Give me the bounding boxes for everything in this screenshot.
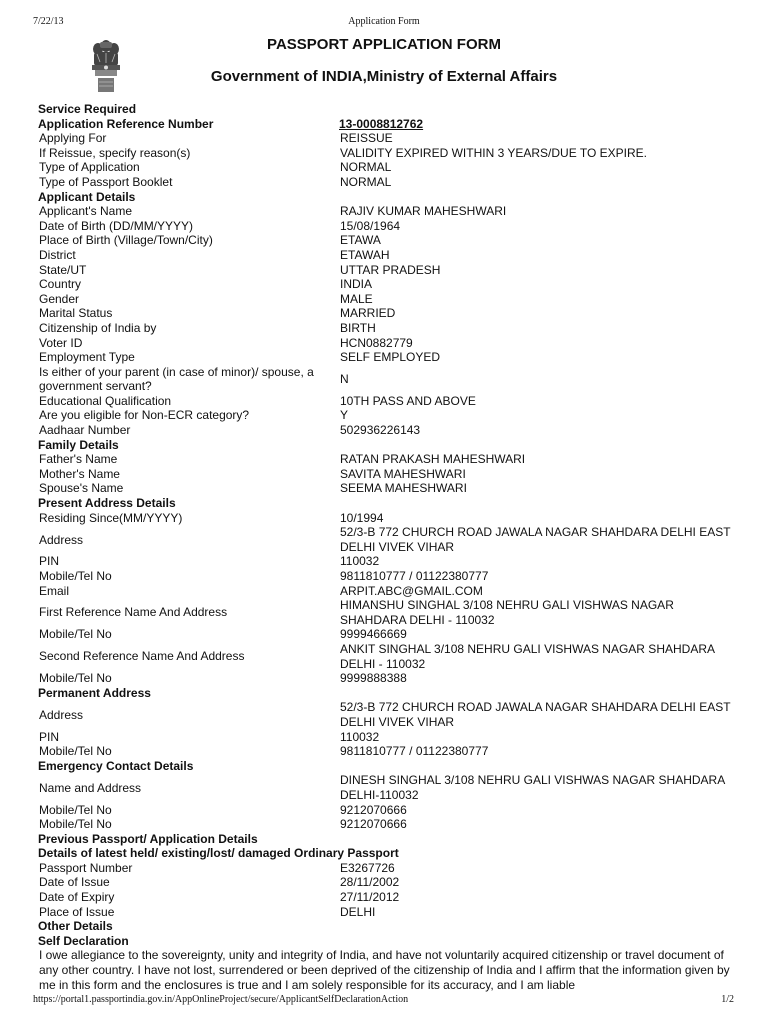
section-title: Previous Passport/ Application Details	[38, 831, 258, 846]
field-value: ETAWAH	[340, 247, 390, 262]
field-label: Mobile/Tel No	[39, 802, 112, 817]
form-field-row	[38, 292, 738, 307]
form-field-row	[38, 336, 738, 351]
form-field-row	[38, 131, 738, 146]
field-value: NORMAL	[340, 174, 392, 189]
field-label: Applicant's Name	[39, 204, 132, 219]
section-title: Other Details	[38, 919, 113, 934]
field-value: NORMAL	[340, 160, 392, 175]
form-field-row	[38, 584, 738, 599]
field-label: Email	[39, 583, 70, 598]
form-field-row	[38, 803, 738, 818]
field-label: Are you eligible for Non-ECR category?	[39, 408, 250, 423]
field-value: 9212070666	[340, 817, 407, 832]
self-declaration-text: I owe allegiance to the sovereignty, unity and integrity of India, and have not voluntarily acquired citizenship or travel document of any other country. I have not lost, surrendered or been deprived of the citizenship of India and I affirm that the information given by me in this form and the enclosures is true and I am solely responsible for its accuracy, and I am liable	[39, 948, 730, 992]
form-field-row	[38, 365, 738, 394]
section-value	[339, 686, 738, 701]
section-header	[38, 846, 738, 861]
field-label: Date of Birth (DD/MM/YYYY)	[39, 218, 194, 233]
field-label: State/UT	[39, 262, 87, 277]
field-value: HIMANSHU SINGHAL 3/108 NEHRU GALI VISHWAS NAGAR SHAHDARA DELHI - 110032	[340, 598, 674, 627]
form-field-row	[38, 233, 738, 248]
section-title: Emergency Contact Details	[38, 758, 194, 773]
field-value: BIRTH	[340, 320, 376, 335]
field-label: Date of Issue	[39, 875, 110, 890]
field-value: 52/3-B 772 CHURCH ROAD JAWALA NAGAR SHAHDARA DELHI EAST DELHI VIVEK VIHAR	[340, 700, 731, 729]
section-title: Self Declaration	[38, 933, 129, 948]
field-label: Employment Type	[39, 350, 135, 365]
field-label: Type of Application	[39, 160, 140, 175]
field-label: Passport Number	[39, 860, 133, 875]
field-label: Applying For	[39, 131, 107, 146]
section-value	[339, 102, 738, 117]
field-value: 9811810777 / 01122380777	[340, 744, 489, 759]
form-field-row	[38, 219, 738, 234]
section-header	[38, 686, 738, 701]
section-value	[339, 832, 738, 847]
field-value: SAVITA MAHESHWARI	[340, 466, 466, 481]
form-field-row	[38, 700, 738, 729]
form-field-row	[38, 408, 738, 423]
form-field-row	[38, 671, 738, 686]
field-label: Mobile/Tel No	[39, 744, 112, 759]
field-value: INDIA	[340, 277, 373, 292]
section-value	[339, 438, 738, 453]
field-value: 10/1994	[340, 510, 384, 525]
field-value: REISSUE	[340, 131, 393, 146]
section-header	[38, 496, 738, 511]
field-label: Second Reference Name And Address	[39, 649, 245, 664]
form-field-row	[38, 627, 738, 642]
ministry-title: Government of INDIA,Ministry of External Affairs	[210, 68, 558, 85]
section-header	[38, 934, 738, 949]
field-label: Aadhaar Number	[39, 423, 131, 438]
form-field-row	[38, 321, 738, 336]
form-field-row	[38, 525, 738, 554]
field-value: UTTAR PRADESH	[340, 262, 441, 277]
field-label: Mobile/Tel No	[39, 627, 112, 642]
section-header	[38, 438, 738, 453]
form-title: PASSPORT APPLICATION FORM	[267, 36, 501, 53]
section-title: Family Details	[38, 437, 119, 452]
field-label: Type of Passport Booklet	[39, 174, 173, 189]
field-label: Mobile/Tel No	[39, 671, 112, 686]
field-label: Citizenship of India by	[39, 320, 157, 335]
field-label: Country	[39, 277, 82, 292]
form-field-row	[38, 146, 738, 161]
field-value: ARPIT.ABC@GMAIL.COM	[340, 583, 483, 598]
field-value: 15/08/1964	[340, 218, 401, 233]
field-value: 9999888388	[340, 671, 407, 686]
field-label: District	[39, 247, 76, 262]
field-value: 52/3-B 772 CHURCH ROAD JAWALA NAGAR SHAHDARA DELHI EAST DELHI VIVEK VIHAR	[340, 525, 731, 554]
section-title: Details of latest held/ existing/lost/ damaged Ordinary Passport	[38, 846, 399, 861]
form-field-row	[38, 423, 738, 438]
field-label: Voter ID	[39, 335, 83, 350]
form-field-row	[38, 875, 738, 890]
field-label: First Reference Name And Address	[39, 605, 228, 620]
field-value: RAJIV KUMAR MAHESHWARI	[340, 204, 507, 219]
field-label: Residing Since(MM/YYYY)	[39, 510, 183, 525]
section-header	[38, 102, 738, 117]
form-field-row	[38, 452, 738, 467]
form-field-row	[38, 204, 738, 219]
section-value	[339, 496, 738, 511]
field-label: Educational Qualification	[39, 393, 172, 408]
field-value: 502936226143	[340, 423, 421, 438]
field-value: VALIDITY EXPIRED WITHIN 3 YEARS/DUE TO EXPIRE.	[340, 145, 647, 160]
form-field-row	[38, 861, 738, 876]
form-field-row	[38, 481, 738, 496]
field-value: 27/11/2012	[340, 890, 400, 905]
field-label: Mother's Name	[39, 466, 120, 481]
field-value: N	[340, 371, 349, 386]
form-field-row	[38, 160, 738, 175]
form-field-row	[38, 263, 738, 278]
form-field-row	[38, 744, 738, 759]
field-value: 9811810777 / 01122380777	[340, 569, 489, 583]
field-label: Gender	[39, 291, 80, 306]
form-field-row	[38, 905, 738, 920]
field-label: PIN	[39, 729, 60, 744]
field-value: E3267726	[340, 860, 395, 875]
form-field-row	[38, 511, 738, 526]
field-value: DELHI	[340, 904, 376, 919]
section-value	[339, 759, 738, 774]
section-header	[38, 117, 738, 132]
field-value: MALE	[340, 291, 373, 306]
form-field-row	[38, 306, 738, 321]
section-value	[339, 934, 738, 949]
field-value: ETAWA	[340, 233, 381, 248]
field-label: If Reissue, specify reason(s)	[39, 145, 191, 160]
form-field-row	[38, 248, 738, 263]
field-value: 28/11/2002	[340, 875, 400, 890]
print-url: https://portal1.passportindia.gov.in/AppOnlineProject/secure/ApplicantSelfDeclarationAction	[33, 994, 409, 1005]
section-value: 13-0008812762	[339, 116, 424, 131]
form-body	[38, 102, 738, 992]
field-value: 10TH PASS AND ABOVE	[340, 393, 476, 408]
field-label: Place of Issue	[39, 904, 115, 919]
form-field-row	[38, 554, 738, 569]
field-label: Spouse's Name	[39, 481, 124, 496]
form-field-row	[38, 817, 738, 832]
print-title: Application Form	[348, 16, 420, 27]
field-value: MARRIED	[340, 306, 396, 321]
page-number: 1/2	[721, 994, 734, 1005]
form-field-row	[38, 890, 738, 905]
section-value	[339, 919, 738, 934]
form-field-row	[38, 467, 738, 482]
field-label: Marital Status	[39, 306, 113, 321]
field-value: Y	[340, 408, 349, 423]
field-label: Name and Address	[39, 780, 142, 795]
form-field-row	[38, 598, 738, 627]
field-label: Mobile/Tel No	[39, 569, 112, 583]
form-field-row	[38, 350, 738, 365]
print-header	[0, 16, 768, 30]
form-field-row	[38, 394, 738, 409]
field-value: 110032	[340, 554, 380, 569]
section-title: Applicant Details	[38, 189, 136, 204]
field-value: RATAN PRAKASH MAHESHWARI	[340, 452, 526, 467]
field-label: Date of Expiry	[39, 890, 115, 905]
field-label: Address	[39, 532, 84, 547]
field-label: Is either of your parent (in case of minor)/ spouse, a government servant?	[39, 364, 314, 394]
form-field-row	[38, 730, 738, 745]
field-value: 9212070666	[340, 802, 407, 817]
print-date: 7/22/13	[33, 16, 64, 27]
field-value: 110032	[340, 729, 380, 744]
form-field-row	[38, 642, 738, 671]
field-value: ANKIT SINGHAL 3/108 NEHRU GALI VISHWAS NAGAR SHAHDARA DELHI - 110032	[340, 641, 715, 671]
section-header	[38, 832, 738, 847]
form-field-row	[38, 569, 738, 584]
form-field-row	[38, 773, 738, 802]
field-label: Address	[39, 707, 84, 722]
section-header	[38, 190, 738, 205]
field-value: SELF EMPLOYED	[340, 350, 441, 365]
field-value: HCN0882779	[340, 335, 413, 350]
field-label: Father's Name	[39, 452, 118, 467]
section-header	[38, 919, 738, 934]
field-value: 9999466669	[340, 627, 407, 642]
section-title: Permanent Address	[38, 685, 151, 700]
field-label: PIN	[39, 554, 60, 569]
section-title: Service Required	[38, 102, 137, 116]
form-field-row	[38, 175, 738, 190]
form-field-row	[38, 277, 738, 292]
field-value: DINESH SINGHAL 3/108 NEHRU GALI VISHWAS NAGAR SHAHDARA DELHI-110032	[340, 773, 725, 802]
section-value	[339, 190, 738, 205]
field-value: SEEMA MAHESHWARI	[340, 481, 467, 496]
print-footer	[0, 994, 768, 1008]
section-header	[38, 759, 738, 774]
field-label: Mobile/Tel No	[39, 817, 112, 832]
field-label: Place of Birth (Village/Town/City)	[39, 233, 213, 248]
section-title: Application Reference Number	[38, 116, 214, 131]
section-title: Present Address Details	[38, 496, 176, 511]
